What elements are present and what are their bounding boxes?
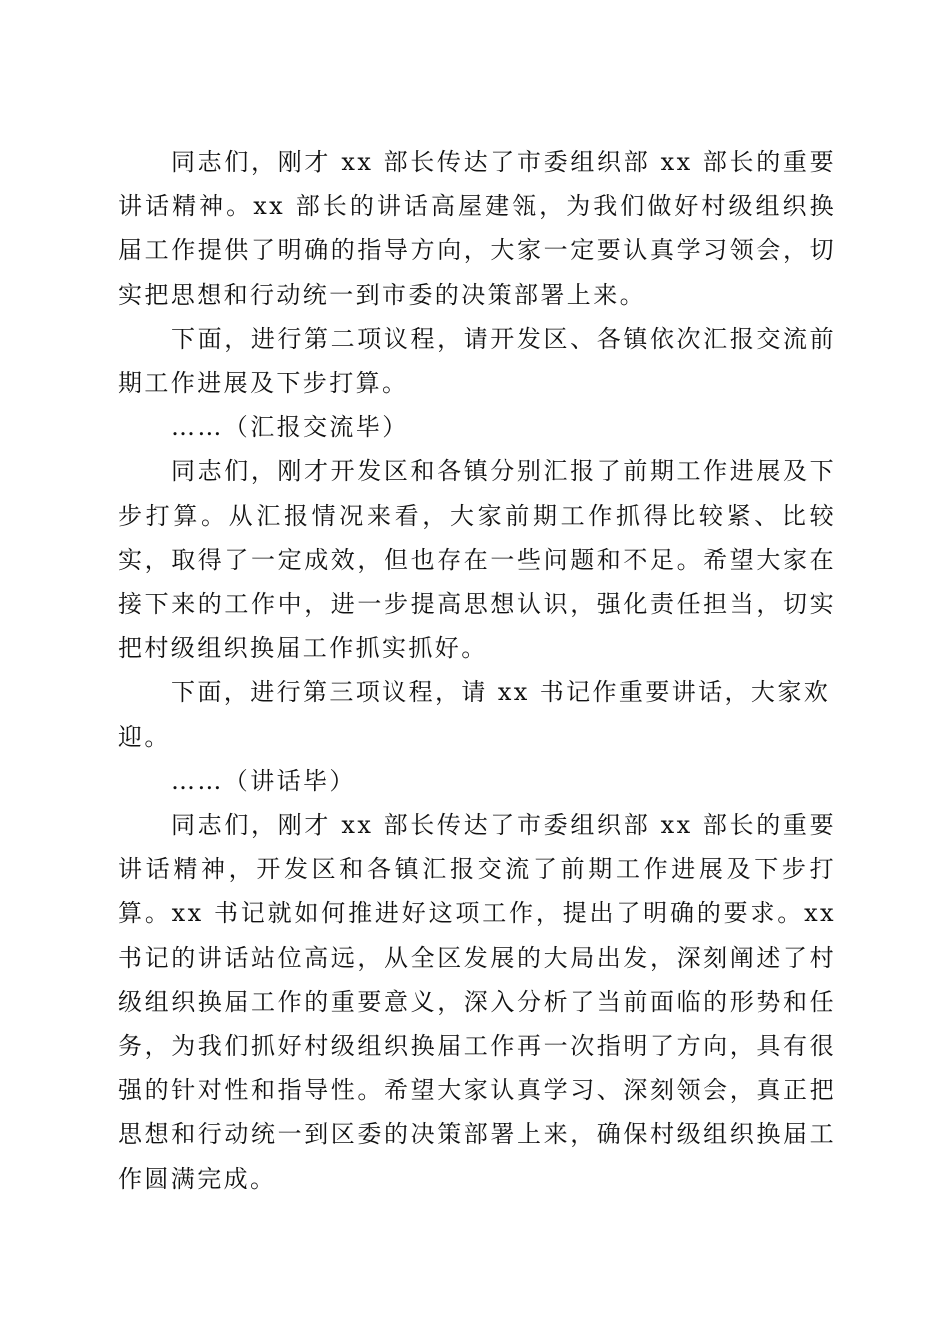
paragraph-speech-finished: ……（讲话毕） (171, 766, 356, 795)
paragraph-closing-summary: 同志们，刚才 xx 部长传达了市委组织部 xx 部长的重要讲话精神，开发区和各镇汇报交流了前期工作进展及下步打算。xx 书记就如何推进好这项工作，提出了明确的要求。xx 书记的讲话站位高远，从全区发展的大局出发，深刻阐述了村级组织换届工作的重要意义，深入分析了当前面临的形势和任务，为我们抓好村级组织换届工作再一次指明了方向，具有很强的针对性和指导性。希望大家认真学习、深刻领会，真正把思想和行动统一到区委的决策部署上来，确保村级组织换届工作圆满完成。 (118, 811, 836, 1193)
document-body (118, 140, 836, 1201)
paragraph-remarks-transmission: 同志们，刚才 xx 部长传达了市委组织部 xx 部长的重要讲话精神。xx 部长的讲话高屋建瓴，为我们做好村级组织换届工作提供了明确的指导方向，大家一定要认真学习领会，切实把思想和行动统一到市委的决策部署上来。 (118, 148, 836, 309)
paragraph-report-summary: 同志们，刚才开发区和各镇分别汇报了前期工作进展及下步打算。从汇报情况来看，大家前期工作抓得比较紧、比较实，取得了一定成效，但也存在一些问题和不足。希望大家在接下来的工作中，进一步提高思想认识，强化责任担当，切实把村级组织换届工作抓实抓好。 (118, 457, 836, 663)
paragraph-agenda-item-three: 下面，进行第三项议程，请 xx 书记作重要讲话，大家欢迎。 (118, 678, 831, 751)
paragraph-report-finished: ……（汇报交流毕） (171, 413, 409, 442)
paragraph-agenda-item-two: 下面，进行第二项议程，请开发区、各镇依次汇报交流前期工作进展及下步打算。 (118, 324, 836, 398)
